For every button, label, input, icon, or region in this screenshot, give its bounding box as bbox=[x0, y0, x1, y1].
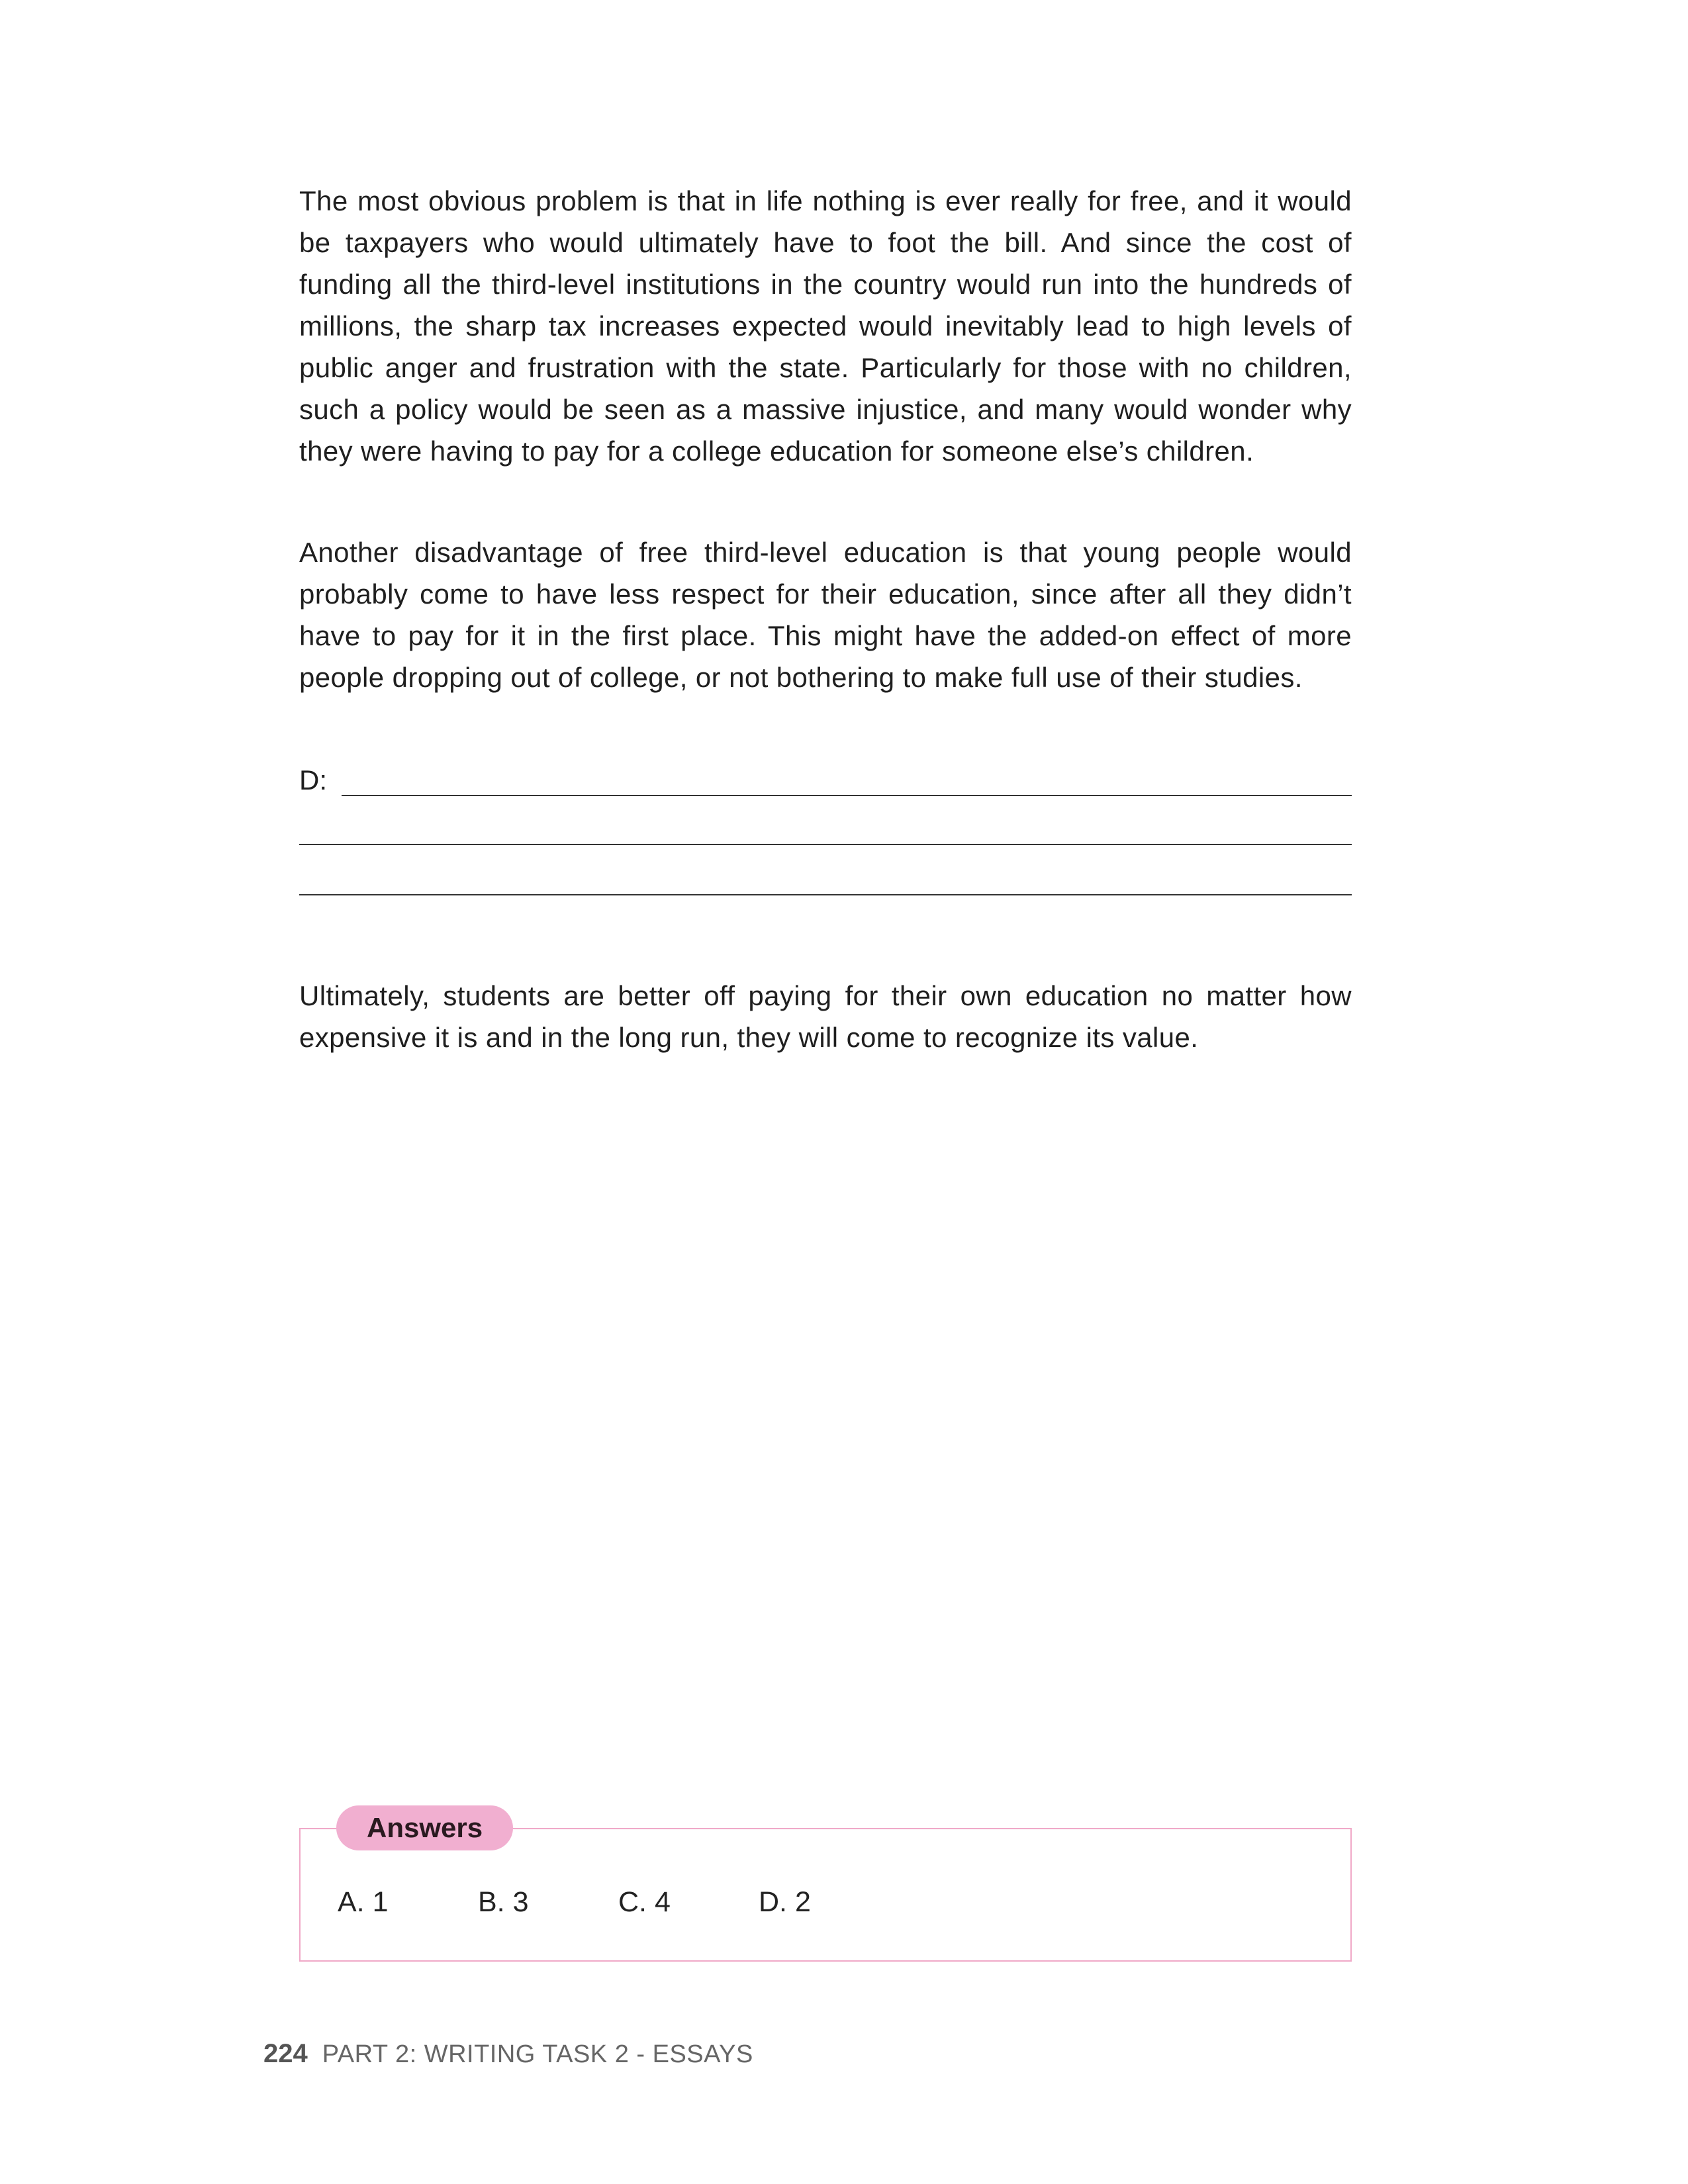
essay-paragraph-2: Another disadvantage of free third-level education is that young people would probably come to have less respect for their education, since after all they didn’t have to pay for it in the first place. This might have the added-on effect of more people dropping out of college, or not bothering to make full use of their studies. bbox=[299, 537, 1352, 693]
answers-list bbox=[338, 1884, 899, 1921]
essay-paragraph-1: The most obvious problem is that in life nothing is ever really for free, and it would be taxpayers who would ultimately have to foot the bill. And since the cost of funding all the third-level institutions in the country would run into the hundreds of millions, the sharp tax increases expected would inevitably lead to high levels of public anger and frustration with the state. Particularly for those with no children, such a policy would be seen as a massive injustice, and many would wonder why they were having to pay for a college education for someone else’s children. bbox=[299, 185, 1352, 467]
write-line-3[interactable] bbox=[299, 894, 1352, 895]
answers-box bbox=[299, 1812, 1352, 1962]
answer-item-b: B. 3 bbox=[478, 1886, 529, 1918]
write-line-1[interactable] bbox=[342, 795, 1352, 796]
answer-blank-d bbox=[299, 759, 1352, 902]
answers-title: Answers bbox=[336, 1805, 513, 1850]
answer-blank-label: D: bbox=[299, 764, 327, 796]
answer-item-a: A. 1 bbox=[338, 1886, 389, 1918]
page-number: 224 bbox=[263, 2039, 308, 2068]
essay-paragraph-3: Ultimately, students are better off paying for their own education no matter how expensive it is and in the long run, they will come to recognize its value. bbox=[299, 980, 1352, 1053]
essay-body bbox=[299, 180, 1352, 1058]
section-title: PART 2: WRITING TASK 2 - ESSAYS bbox=[322, 2040, 753, 2068]
answer-item-c: C. 4 bbox=[618, 1886, 671, 1918]
page-footer bbox=[263, 2038, 753, 2070]
answer-item-d: D. 2 bbox=[759, 1886, 811, 1918]
write-line-2[interactable] bbox=[299, 844, 1352, 845]
